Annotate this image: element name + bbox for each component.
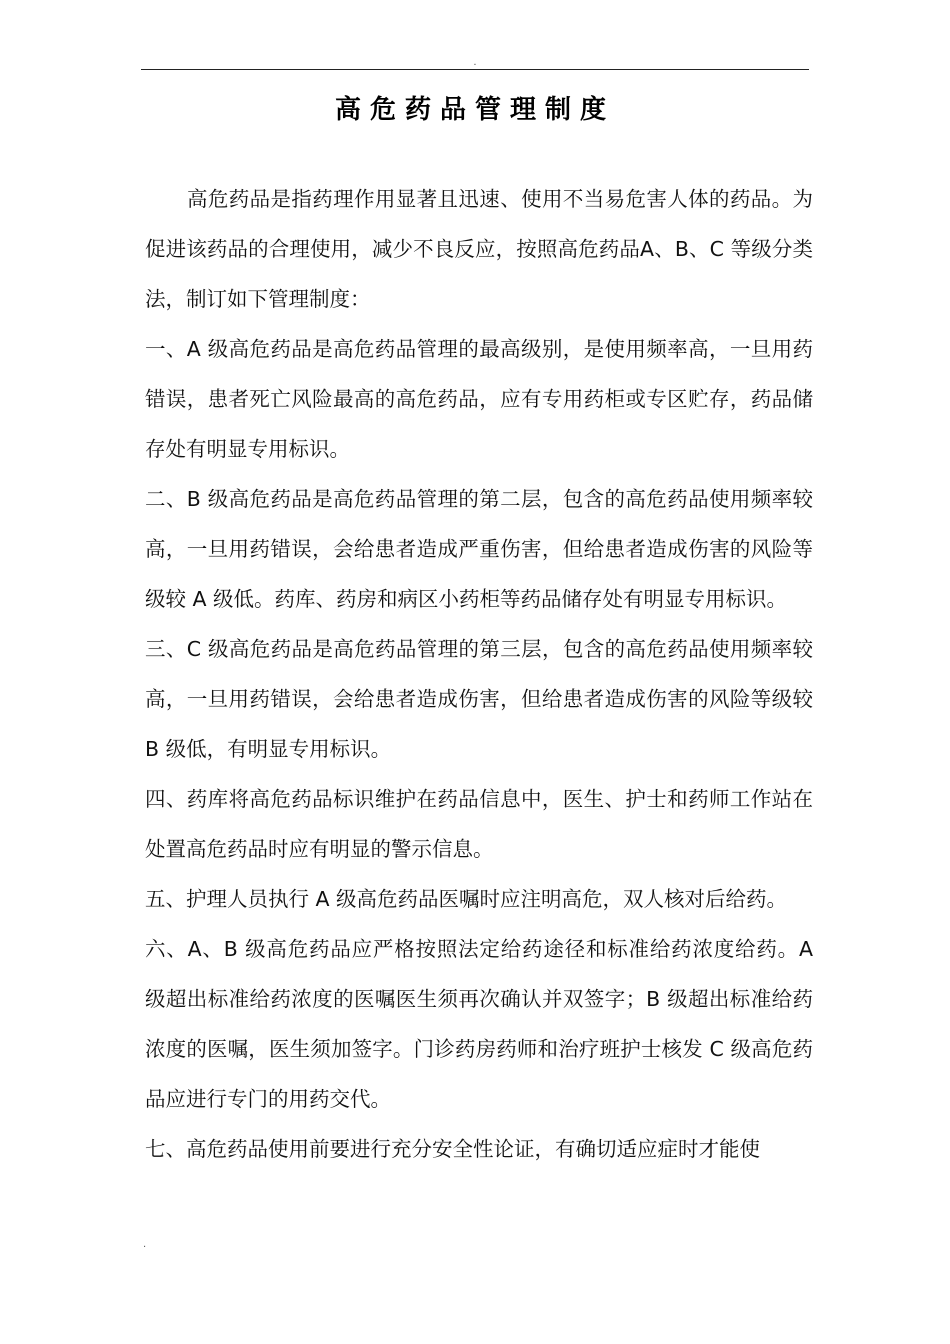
- rule-paragraph-3: 三、C 级高危药品是高危药品管理的第三层，包含的高危药品使用频率较高，一旦用药错误，会给患者造成伤害，但给患者造成伤害的风险等级较 B 级低，有明显专用标识。: [145, 637, 813, 761]
- header-dot: .: [473, 57, 477, 68]
- rule-paragraph-6: 六、A、B 级高危药品应严格按照法定给药途径和标准给药浓度给药。A 级超出标准给药浓度的医嘱医生须再次确认并双签字；B 级超出标准给药浓度的医嘱，医生须加签字。门诊药房药师和治疗班护士核发 C 级高危药品应进行专门的用药交代。: [145, 937, 813, 1111]
- rule-paragraph-5: 五、护理人员执行 A 级高危药品医嘱时应注明高危，双人核对后给药。: [145, 887, 788, 911]
- footer-dot: .: [143, 1239, 147, 1250]
- intro-paragraph: 高危药品是指药理作用显著且迅速、使用不当易危害人体的药品。为促进该药品的合理使用，减少不良反应，按照高危药品A、B、C 等级分类法，制订如下管理制度：: [145, 187, 813, 311]
- rule-paragraph-2: 二、B 级高危药品是高危药品管理的第二层，包含的高危药品使用频率较高，一旦用药错误，会给患者造成严重伤害，但给患者造成伤害的风险等级较 A 级低。药库、药房和病区小药柜等药品储存处有明显专用标识。: [145, 487, 813, 611]
- page-title: 高危药品管理制度: [334, 95, 615, 125]
- rule-paragraph-7: 七、高危药品使用前要进行充分安全性论证，有确切适应症时才能使: [145, 1137, 760, 1161]
- rule-paragraph-4: 四、药库将高危药品标识维护在药品信息中，医生、护士和药师工作站在处置高危药品时应有明显的警示信息。: [145, 787, 813, 861]
- header-rule: [141, 69, 809, 70]
- document-body: [145, 174, 813, 1174]
- rule-paragraph-1: 一、A 级高危药品是高危药品管理的最高级别，是使用频率高，一旦用药错误，患者死亡风险最高的高危药品，应有专用药柜或专区贮存，药品储存处有明显专用标识。: [145, 337, 813, 461]
